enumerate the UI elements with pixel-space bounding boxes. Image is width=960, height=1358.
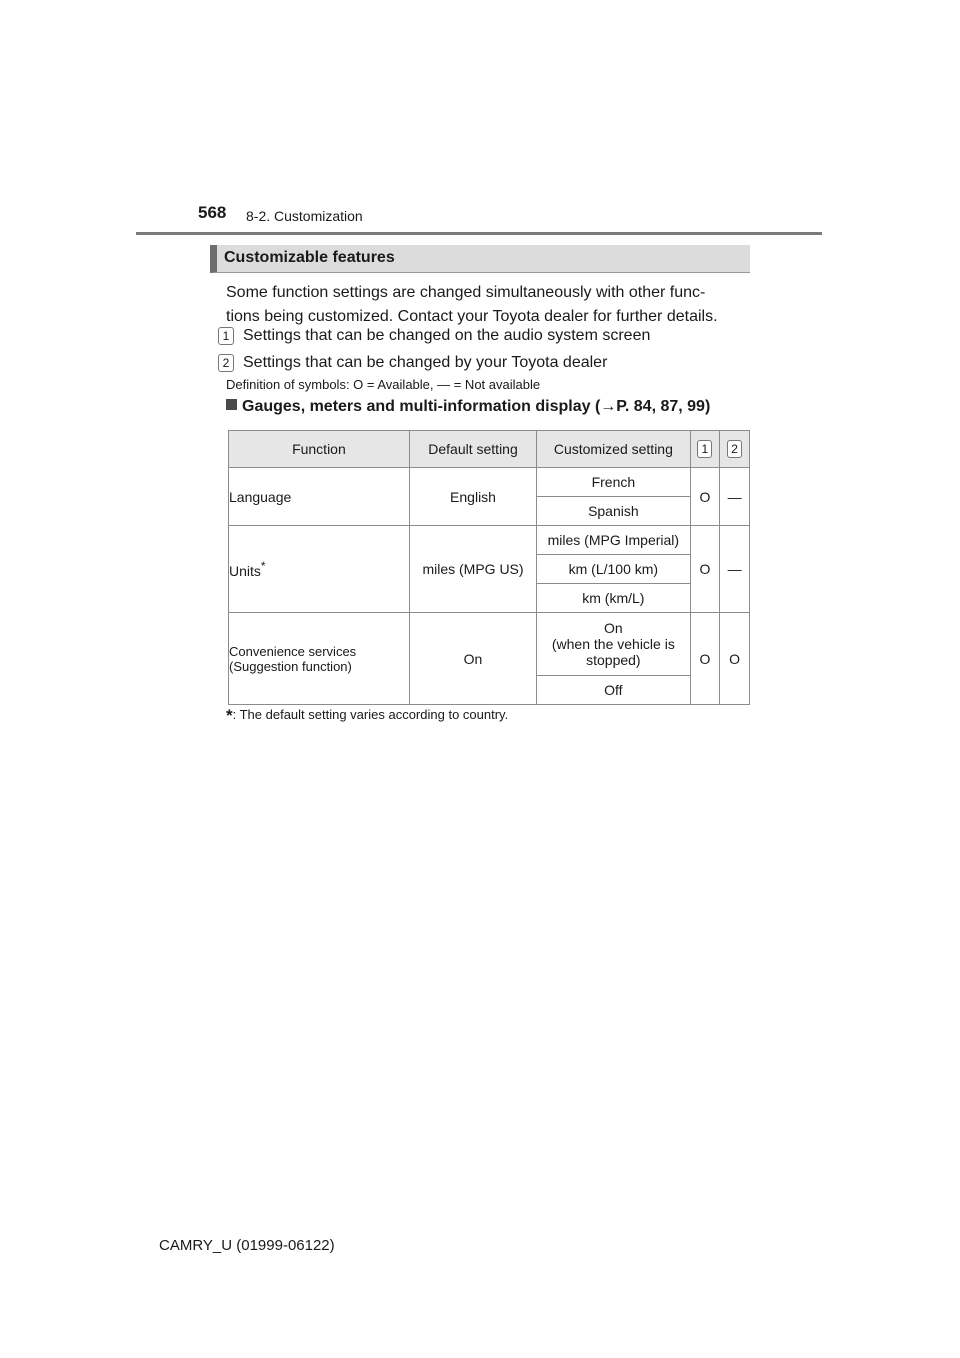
subheading-text: Gauges, meters and multi-information display (→P. 84, 87, 99) xyxy=(242,398,711,415)
cell-option: Off xyxy=(537,676,690,705)
number-2-icon: 2 xyxy=(727,440,742,458)
section-title: Customizable features xyxy=(224,249,395,266)
legend-item-dealer xyxy=(218,354,607,374)
legend-text: Settings that can be changed by your Toyota dealer xyxy=(243,354,608,371)
header-function: Function xyxy=(229,431,410,468)
intro-line-2: tions being customized. Contact your Toyota dealer for further details. xyxy=(226,308,718,325)
number-1-icon: 1 xyxy=(218,327,234,345)
cell-option: km (km/L) xyxy=(537,584,690,613)
document-code: CAMRY_U (01999-06122) xyxy=(159,1237,335,1254)
footnote-marker: * xyxy=(260,559,266,573)
header-divider xyxy=(136,232,822,235)
option-line: stopped) xyxy=(586,652,641,668)
option-line: On xyxy=(604,620,623,636)
cell-dealer-availability: — xyxy=(720,526,750,613)
cell-default: English xyxy=(409,468,536,526)
legend-item-audio xyxy=(218,327,650,347)
cell-function: Language xyxy=(229,468,410,526)
cell-option: km (L/100 km) xyxy=(537,555,690,584)
cell-dealer-availability: — xyxy=(720,468,750,526)
cell-audio-availability: O xyxy=(690,526,720,613)
symbol-definitions: Definition of symbols: O = Available, — = Not available xyxy=(226,377,541,392)
number-1-icon: 1 xyxy=(697,440,712,458)
intro-line-1: Some function settings are changed simultaneously with other func- xyxy=(226,284,706,301)
chapter-section-label: 8-2. Customization xyxy=(246,208,363,224)
cell-function xyxy=(229,613,410,705)
cell-audio-availability: O xyxy=(690,613,720,705)
footnote-text: : The default setting varies according to country. xyxy=(232,707,509,722)
option-line: (when the vehicle is xyxy=(551,636,675,652)
function-line: (Suggestion function) xyxy=(229,658,352,674)
cell-dealer-availability: O xyxy=(720,613,750,705)
table-row xyxy=(229,613,750,676)
features-table xyxy=(228,430,750,705)
square-bullet-icon xyxy=(226,399,237,410)
subheading xyxy=(226,398,710,416)
number-2-icon: 2 xyxy=(218,354,234,372)
table-header-row xyxy=(229,431,750,468)
header-col-2 xyxy=(720,431,750,468)
cell-option xyxy=(537,613,690,676)
table-row xyxy=(229,468,750,497)
cell-default: miles (MPG US) xyxy=(409,526,536,613)
section-title-box xyxy=(210,245,750,273)
cell-default: On xyxy=(409,613,536,705)
function-line: Convenience services xyxy=(229,643,357,659)
table-row xyxy=(229,526,750,555)
cell-option: French xyxy=(537,468,690,497)
cell-option: Spanish xyxy=(537,497,690,526)
page-number: 568 xyxy=(198,203,227,222)
function-text: Units xyxy=(229,563,261,579)
cell-audio-availability: O xyxy=(690,468,720,526)
header-customized-setting: Customized setting xyxy=(537,431,690,468)
cell-function xyxy=(229,526,410,613)
header-default-setting: Default setting xyxy=(409,431,536,468)
cell-option: miles (MPG Imperial) xyxy=(537,526,690,555)
header-col-1 xyxy=(690,431,720,468)
footnote-marker: * xyxy=(226,706,233,725)
footnote xyxy=(226,706,508,726)
legend-text: Settings that can be changed on the audio system screen xyxy=(243,327,651,344)
